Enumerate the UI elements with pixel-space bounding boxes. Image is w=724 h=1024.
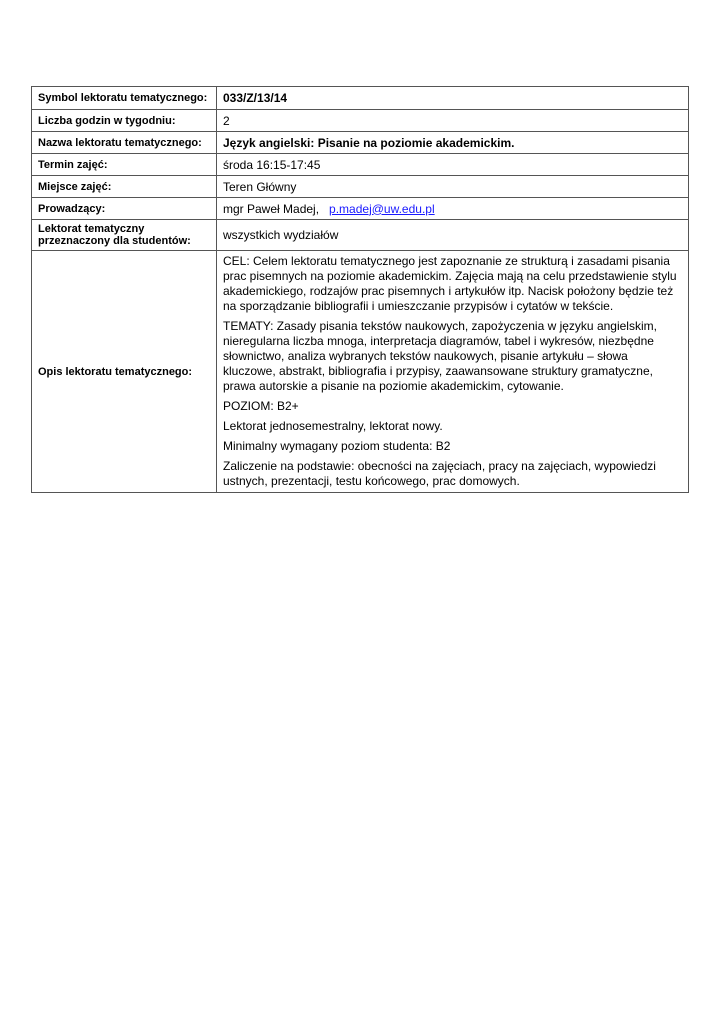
description-credit: Zaliczenie na podstawie: obecności na zajęciach, pracy na zajęciach, wypowiedzi ustnych, prezentacji, testu końcowego, prac domowych.	[223, 459, 656, 488]
row-symbol	[32, 87, 689, 110]
row-audience	[32, 220, 689, 251]
hours-value: 2	[217, 110, 689, 132]
row-place	[32, 176, 689, 198]
place-label: Miejsce zajęć:	[32, 176, 217, 198]
term-label: Termin zajęć:	[32, 154, 217, 176]
row-term	[32, 154, 689, 176]
place-value: Teren Główny	[217, 176, 689, 198]
name-label: Nazwa lektoratu tematycznego:	[32, 132, 217, 154]
teacher-label: Prowadzący:	[32, 198, 217, 220]
description-topics: TEMATY: Zasady pisania tekstów naukowych, zapożyczenia w języku angielskim, nieregularna liczba mnoga, interpretacja diagramów, tabel i wykresów, niezbędne słownictwo, analiza wybranych tekstów naukowych, pisanie artykułu – słowa kluczowe, abstrakt, bibliografia i przypisy, zaawansowane struktury gramatyczne, prawa autorskie a pisanie na poziomie akademickim, cytowanie.	[223, 319, 657, 393]
row-teacher	[32, 198, 689, 220]
course-info-table	[31, 86, 689, 493]
row-name	[32, 132, 689, 154]
row-hours	[32, 110, 689, 132]
description-value	[217, 251, 689, 493]
description-min-level: Minimalny wymagany poziom studenta: B2	[223, 439, 451, 453]
teacher-value	[217, 198, 689, 220]
hours-label: Liczba godzin w tygodniu:	[32, 110, 217, 132]
row-description	[32, 251, 689, 493]
description-goal: CEL: Celem lektoratu tematycznego jest zapoznanie ze strukturą i zasadami pisania prac pisemnych na poziomie akademickim. Zajęcia mają na celu przedstawienie stylu akademickiego, rodzajów prac pisemnych i artykułów itp. Nacisk położony będzie też na sporządzanie bibliografii i umieszczanie przypisów i cytatów w tekście.	[223, 254, 677, 313]
course-name-value: Język angielski: Pisanie na poziomie akademickim.	[217, 132, 689, 154]
audience-value: wszystkich wydziałów	[217, 220, 689, 251]
description-label: Opis lektoratu tematycznego:	[32, 251, 217, 493]
symbol-value: 033/Z/13/14	[217, 87, 689, 110]
description-level: POZIOM: B2+	[223, 399, 299, 413]
audience-label: Lektorat tematyczny przeznaczony dla studentów:	[32, 220, 217, 251]
symbol-label: Symbol lektoratu tematycznego:	[32, 87, 217, 110]
description-duration: Lektorat jednosemestralny, lektorat nowy.	[223, 419, 443, 433]
term-value: środa 16:15-17:45	[217, 154, 689, 176]
teacher-name: mgr Paweł Madej,	[223, 201, 320, 216]
teacher-email-link[interactable]: p.madej@uw.edu.pl	[329, 201, 435, 216]
